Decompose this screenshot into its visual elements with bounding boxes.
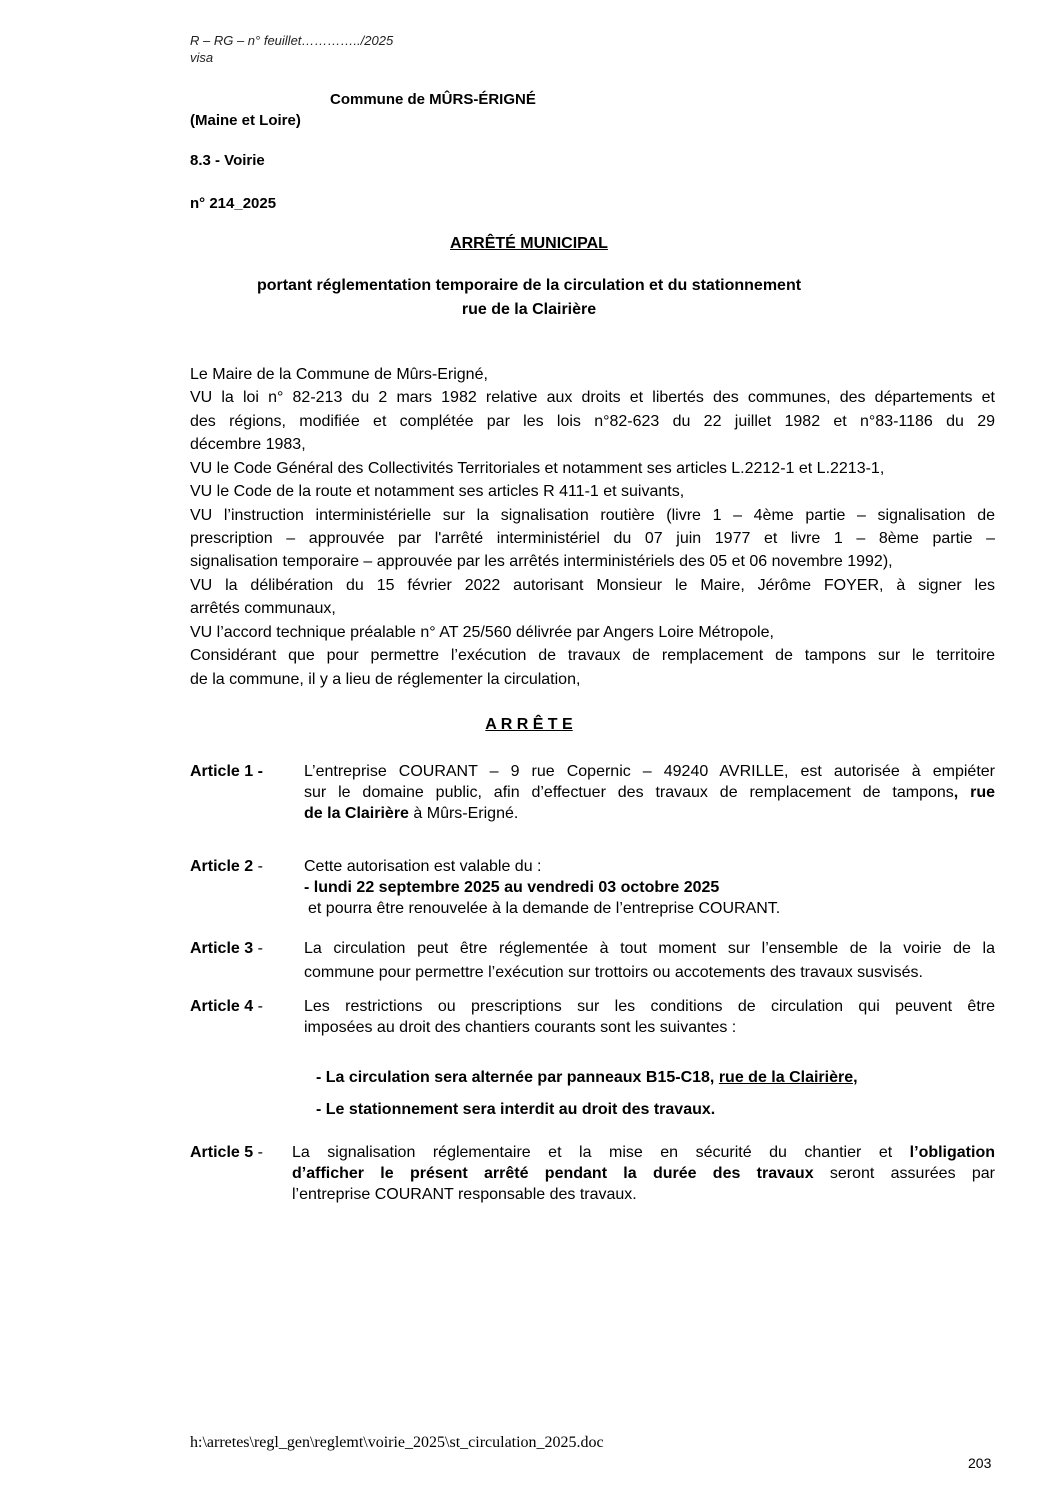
departement: (Maine et Loire) [190, 112, 301, 129]
preamble-vu-route: VU le Code de la route et notamment ses articles R 411-1 et suivants, [190, 483, 685, 500]
decree-number: n° 214_2025 [190, 195, 277, 212]
article-5-display-requirement: d’afficher le présent arrêté pendant la durée des travaux [292, 1165, 814, 1182]
article-4-bullet-1-text: - La circulation sera alternée par panneaux B15-C18, [316, 1069, 719, 1086]
article-4-line-1: Les restrictions ou prescriptions sur les conditions de circulation qui peuvent être [304, 998, 995, 1015]
title-wrapper [0, 235, 1058, 253]
article-1-line-3 [304, 802, 995, 825]
article-5-label [190, 1141, 263, 1164]
arrete-heading: A R R Ê T E [485, 716, 573, 733]
article-1-line-2-text: sur le domaine public, afin d’effectuer des travaux de remplacement de tampons [304, 784, 954, 801]
article-4-label-text: Article 4 [190, 998, 254, 1015]
article-5-obligation: l’obligation [909, 1144, 995, 1161]
article-1-label: Article 1 - [190, 763, 263, 780]
preamble-vu-loi-2: des régions, modifiée et complétée par les lois n°82-623 du 22 juillet 1982 et n°83-1186 du 29 [190, 413, 995, 430]
page-number: 203 [968, 1455, 992, 1471]
article-5-line-3: l’entreprise COURANT responsable des travaux. [292, 1186, 637, 1203]
article-5-line-1 [292, 1141, 995, 1164]
preamble-considerant-2: de la commune, il y a lieu de réglementer la circulation, [190, 671, 581, 688]
article-1-city: à Mûrs-Erigné. [408, 805, 519, 822]
article-1-street-end: de la Clairière [304, 805, 409, 822]
arrete-heading-wrapper [0, 716, 1058, 734]
article-5-line-2 [292, 1162, 995, 1185]
folio-reference: R – RG – n° feuillet…………../2025 [190, 33, 394, 48]
article-1-line-2 [304, 781, 995, 804]
article-2-line-3: et pourra être renouvelée à la demande de l’entreprise COURANT. [308, 900, 781, 917]
article-3-label-text: Article 3 [190, 940, 254, 957]
preamble-vu-instruction-1: VU l’instruction interministérielle sur la signalisation routière (livre 1 – 4ème partie – signalisation de [190, 507, 995, 524]
article-4-bullet-1-street: rue de la Clairière, [718, 1069, 858, 1086]
article-5-label-dash: - [253, 1144, 263, 1161]
article-4-line-2: imposées au droit des chantiers courants sont les suivantes : [304, 1019, 737, 1036]
preamble-vu-instruction-3: signalisation temporaire – approuvée par les arrêtés interministériels des 05 et 06 novembre 1992), [190, 553, 893, 570]
article-5-label-text: Article 5 [190, 1144, 254, 1161]
article-2-label-dash: - [253, 858, 263, 875]
article-3-label-dash: - [253, 940, 263, 957]
preamble-vu-loi-3: décembre 1983, [190, 436, 306, 453]
preamble-vu-deliberation-1: VU la délibération du 15 février 2022 autorisant Monsieur le Maire, Jérôme FOYER, à signer les [190, 577, 995, 594]
article-4-label-dash: - [253, 998, 263, 1015]
preamble-vu-instruction-2: prescription – approuvée par l'arrêté interministériel du 07 juin 1977 et livre 1 – 8ème partie – [190, 530, 995, 547]
article-2-label-text: Article 2 [190, 858, 254, 875]
article-3-line-1: La circulation peut être réglementée à tout moment sur l’ensemble de la voirie de la [304, 940, 995, 957]
article-4-label [190, 995, 263, 1018]
visa-label: visa [190, 50, 214, 65]
category: 8.3 - Voirie [190, 152, 265, 169]
article-1-line-1: L’entreprise COURANT – 9 rue Copernic – 49240 AVRILLE, est autorisée à empiéter [304, 763, 995, 780]
preamble-vu-deliberation-2: arrêtés communaux, [190, 600, 336, 617]
preamble-considerant-1: Considérant que pour permettre l’exécution de travaux de remplacement de tampons sur le territoire [190, 647, 995, 664]
article-1-street-start: , rue [953, 784, 995, 801]
article-2-dates: - lundi 22 septembre 2025 au vendredi 03 octobre 2025 [304, 879, 720, 896]
decree-title: ARRÊTÉ MUNICIPAL [450, 235, 608, 252]
article-5-line-1-text: La signalisation réglementaire et la mise en sécurité du chantier et [292, 1144, 910, 1161]
file-path: h:\arretes\regl_gen\reglemt\voirie_2025\st_circulation_2025.doc [190, 1434, 604, 1451]
subtitle-line-1: portant réglementation temporaire de la circulation et du stationnement [256, 277, 802, 294]
preamble-maire: Le Maire de la Commune de Mûrs-Erigné, [190, 366, 488, 383]
article-4-bullet-2: - Le stationnement sera interdit au droit des travaux. [316, 1101, 716, 1118]
preamble-vu-cgct: VU le Code Général des Collectivités Territoriales et notamment ses articles L.2212-1 et L.2213-1, [190, 460, 885, 477]
article-2-label [190, 855, 263, 878]
subtitle-line-2: rue de la Clairière [461, 301, 597, 318]
preamble-vu-loi-1: VU la loi n° 82-213 du 2 mars 1982 relative aux droits et libertés des communes, des départements et [190, 389, 995, 406]
article-3-line-2: commune pour permettre l’exécution sur trottoirs ou accotements des travaux susvisés. [304, 964, 923, 981]
article-4-bullet-1 [316, 1066, 1058, 1089]
article-2-line-1: Cette autorisation est valable du : [304, 858, 542, 875]
article-5-line-2-text: seront assurées par [813, 1165, 995, 1182]
commune-name: Commune de MÛRS-ÉRIGNÉ [330, 91, 536, 108]
article-3-label [190, 937, 263, 960]
preamble-vu-accord: VU l’accord technique préalable n° AT 25/560 délivrée par Angers Loire Métropole, [190, 624, 774, 641]
